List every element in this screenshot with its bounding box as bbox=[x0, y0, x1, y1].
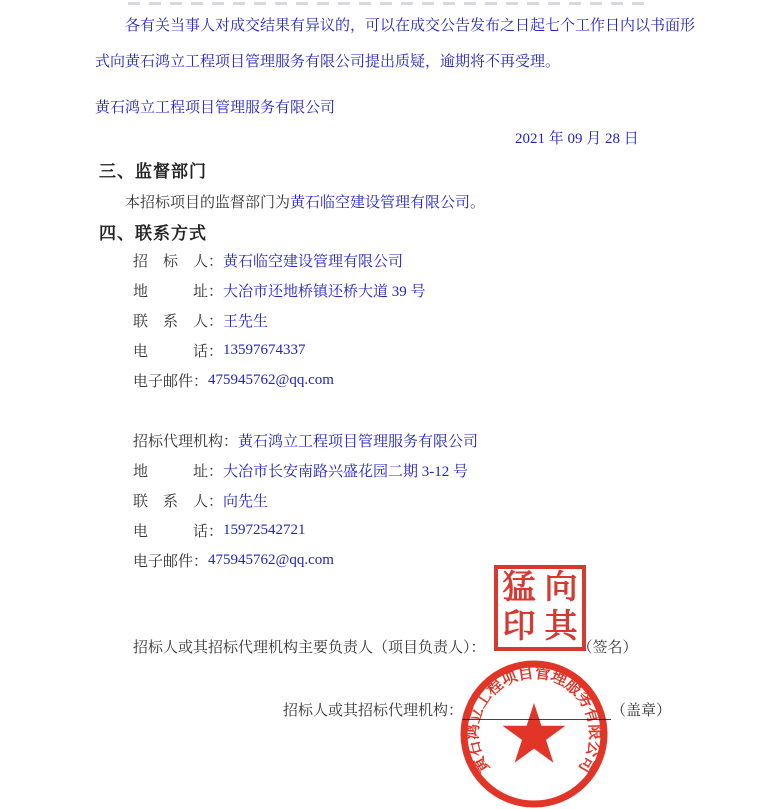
tenderer-value: 黄石临空建设管理有限公司 bbox=[223, 253, 404, 270]
contact-person-label: 联 系 人： bbox=[133, 313, 224, 330]
contact-person-label: 联 系 人： bbox=[133, 493, 224, 510]
email-label: 电子邮件： bbox=[133, 373, 209, 390]
star-icon bbox=[503, 703, 566, 763]
phone-value: 15972542721 bbox=[223, 521, 306, 538]
supervision-company: 黄石临空建设管理有限公司 bbox=[290, 195, 471, 211]
agency-company-name: 黄石鸿立工程项目管理服务有限公司 bbox=[95, 100, 336, 116]
intro-paragraph bbox=[95, 8, 707, 80]
agency-contact-block bbox=[133, 425, 693, 575]
section-heading-contact: 四、联系方式 bbox=[99, 224, 207, 243]
address-value: 大冶市还地桥镇还桥大道 39 号 bbox=[223, 283, 426, 300]
organization-seal-suffix: （盖章） bbox=[611, 703, 672, 719]
agency-row bbox=[133, 485, 693, 515]
supervision-text-suffix: 。 bbox=[470, 195, 486, 211]
email-value: 475945762@qq.com bbox=[208, 371, 334, 388]
contact-person-value: 向先生 bbox=[223, 493, 269, 510]
seal-char: 猛 bbox=[502, 570, 536, 606]
contact-person-value: 王先生 bbox=[223, 313, 269, 330]
tenderer-label: 招 标 人： bbox=[133, 253, 224, 270]
address-label: 地 址： bbox=[133, 463, 224, 480]
tenderer-row bbox=[133, 275, 693, 305]
address-label: 地 址： bbox=[133, 283, 224, 300]
tenderer-row bbox=[133, 365, 693, 395]
agency-row bbox=[133, 515, 693, 545]
personal-name-seal bbox=[494, 565, 586, 651]
email-label: 电子邮件： bbox=[133, 553, 209, 570]
phone-value: 13597674337 bbox=[223, 341, 306, 358]
cropped-line-remnant bbox=[128, 2, 648, 5]
agency-label: 招标代理机构： bbox=[133, 433, 239, 450]
supervision-text-prefix: 本招标项目的监督部门为 bbox=[125, 195, 291, 211]
supervision-paragraph bbox=[95, 191, 695, 212]
company-round-seal bbox=[459, 659, 609, 809]
email-value: 475945762@qq.com bbox=[208, 551, 334, 568]
seal-char: 印 bbox=[502, 609, 536, 645]
company-seal-graphic bbox=[459, 659, 609, 809]
intro-line-1: 各有关当事人对成交结果有异议的，可以在成交公告发布之日起七个工作日内以书面形 bbox=[125, 18, 696, 34]
seal-char: 向 bbox=[544, 570, 578, 606]
seal-char: 其 bbox=[544, 609, 578, 645]
document-date: 2021 年 09 月 28 日 bbox=[515, 131, 639, 147]
tenderer-row bbox=[133, 245, 693, 275]
phone-label: 电 话： bbox=[133, 523, 224, 540]
organization-seal-label: 招标人或其招标代理机构： bbox=[283, 703, 464, 719]
address-value: 大冶市长安南路兴盛花园二期 3-12 号 bbox=[223, 463, 469, 480]
tenderer-row bbox=[133, 335, 693, 365]
tenderer-contact-block bbox=[133, 245, 693, 395]
section-heading-supervision: 三、监督部门 bbox=[99, 162, 207, 181]
agency-row bbox=[133, 455, 693, 485]
agency-value: 黄石鸿立工程项目管理服务有限公司 bbox=[238, 433, 479, 450]
principal-signature-label: 招标人或其招标代理机构主要负责人（项目负责人）： bbox=[133, 640, 486, 656]
seal-ring-text: 黄石鸿立工程项目管理服务有限公司 bbox=[462, 662, 606, 778]
intro-line-2: 式向黄石鸿立工程项目管理服务有限公司提出质疑，逾期将不再受理。 bbox=[95, 54, 561, 70]
phone-label: 电 话： bbox=[133, 343, 224, 360]
principal-signature-suffix: （签名） bbox=[577, 640, 638, 656]
agency-row bbox=[133, 545, 693, 575]
tenderer-row bbox=[133, 305, 693, 335]
agency-row bbox=[133, 425, 693, 455]
